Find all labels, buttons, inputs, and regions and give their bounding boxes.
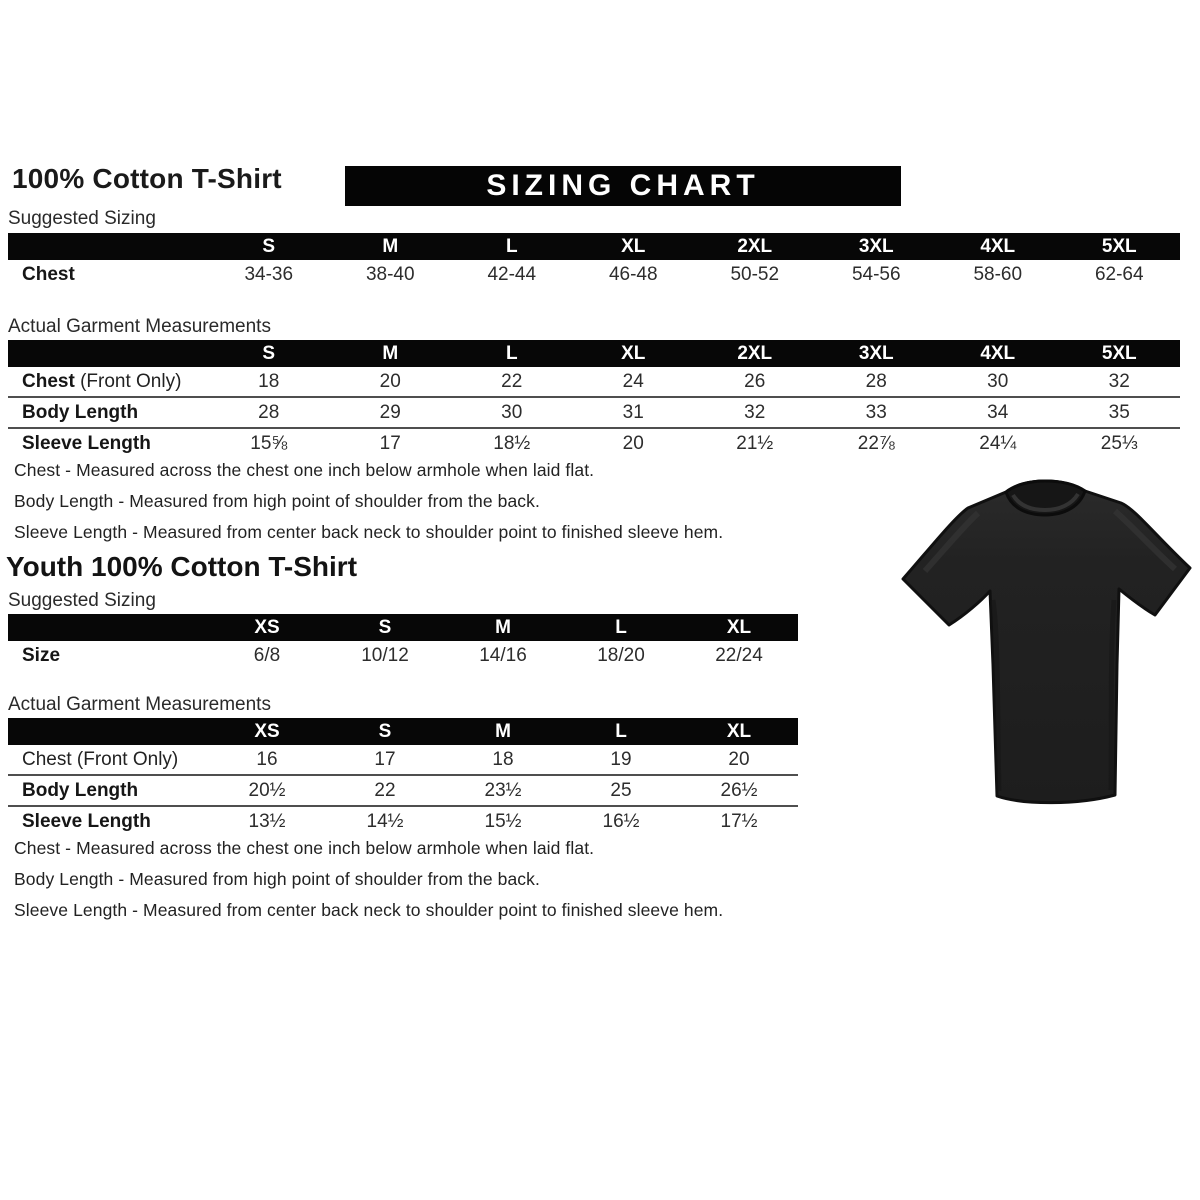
- adult-measurement-notes: [14, 460, 874, 553]
- measurement-value: 42-44: [487, 264, 537, 285]
- size-column-header: M: [444, 718, 562, 745]
- youth-actual-measurements-table: [8, 718, 798, 836]
- measurement-value: 16: [256, 749, 278, 770]
- measurement-value: 31: [573, 397, 695, 428]
- size-header-row: [8, 718, 798, 745]
- measurement-value: 19: [610, 749, 632, 770]
- measurement-value: 14½: [326, 806, 444, 836]
- measurement-value: 32: [1108, 371, 1130, 392]
- adult-actual-measurements-table: [8, 340, 1180, 458]
- measurement-row-label: Sleeve Length: [8, 428, 208, 458]
- measurement-row: [8, 806, 798, 836]
- youth-section-title: Youth 100% Cotton T-Shirt: [6, 551, 358, 582]
- size-column-header: 2XL: [694, 233, 816, 260]
- measurement-row-label: Chest (Front Only): [22, 371, 182, 392]
- size-column-header: 5XL: [1059, 340, 1181, 367]
- size-header-row: [8, 233, 1180, 260]
- measurement-value: 30: [987, 371, 1009, 392]
- measurement-value: 22/24: [715, 645, 763, 666]
- size-column-header: L: [562, 718, 680, 745]
- size-column-header: 3XL: [816, 340, 938, 367]
- measurement-value: 17: [374, 749, 396, 770]
- measurement-note: Sleeve Length - Measured from center back neck to shoulder point to finished sleeve hem.: [14, 522, 724, 542]
- measurement-value: 18/20: [597, 645, 645, 666]
- measurement-value: 28: [208, 397, 330, 428]
- measurement-value: 18: [258, 371, 280, 392]
- size-column-header: XL: [573, 340, 695, 367]
- measurement-row-label: Chest (Front Only): [22, 749, 179, 770]
- measurement-value: 13½: [208, 806, 326, 836]
- measurement-value: 34: [937, 397, 1059, 428]
- measurement-value: 33: [816, 397, 938, 428]
- size-column-header: 2XL: [694, 340, 816, 367]
- size-column-header: XL: [680, 614, 798, 641]
- measurement-value: 23½: [444, 775, 562, 806]
- header-spacer-cell: [8, 340, 208, 367]
- measurement-value: 22: [326, 775, 444, 806]
- size-column-header: XL: [680, 718, 798, 745]
- tshirt-body: [903, 481, 1190, 803]
- measurement-value: 24: [622, 371, 644, 392]
- measurement-value: 6/8: [253, 645, 281, 666]
- youth-actual-measurements-label: Actual Garment Measurements: [8, 694, 798, 721]
- size-column-header: XS: [208, 718, 326, 745]
- measurement-value: 58-60: [973, 264, 1023, 285]
- measurement-value: 16½: [562, 806, 680, 836]
- measurement-value: 18: [492, 749, 514, 770]
- size-column-header: S: [326, 718, 444, 745]
- measurement-value: 50-52: [730, 264, 780, 285]
- measurement-value: 17: [330, 428, 452, 458]
- header-spacer-cell: [8, 614, 208, 641]
- size-column-header: S: [326, 614, 444, 641]
- size-column-header: XS: [208, 614, 326, 641]
- measurement-row: [8, 428, 1180, 458]
- measurement-row: [8, 641, 798, 670]
- measurement-value: 25⅓: [1059, 428, 1181, 458]
- size-column-header: S: [208, 340, 330, 367]
- size-column-header: 4XL: [937, 233, 1059, 260]
- size-column-header: L: [451, 340, 573, 367]
- sizing-chart-banner: SIZING CHART: [345, 166, 901, 206]
- measurement-row: [8, 397, 1180, 428]
- measurement-value: 20: [573, 428, 695, 458]
- measurement-value: 26: [744, 371, 766, 392]
- measurement-value: 25: [562, 775, 680, 806]
- measurement-row-label: Sleeve Length: [8, 806, 208, 836]
- black-tshirt-photo: [893, 465, 1198, 817]
- measurement-row: [8, 745, 798, 775]
- measurement-row-label: Chest: [22, 264, 75, 285]
- measurement-note: Body Length - Measured from high point of shoulder from the back.: [14, 869, 540, 889]
- measurement-row-label: Body Length: [8, 397, 208, 428]
- measurement-value: 22: [501, 371, 523, 392]
- youth-suggested-sizing-label: Suggested Sizing: [8, 590, 798, 617]
- measurement-value: 32: [694, 397, 816, 428]
- youth-suggested-sizing-table: [8, 614, 798, 670]
- measurement-value: 15⅝: [208, 428, 330, 458]
- measurement-value: 38-40: [365, 264, 415, 285]
- tshirt-fold-shadow-right: [1111, 600, 1114, 790]
- measurement-note: Body Length - Measured from high point of shoulder from the back.: [14, 491, 540, 511]
- tshirt-illustration: [893, 465, 1198, 817]
- size-header-row: [8, 614, 798, 641]
- size-column-header: 4XL: [937, 340, 1059, 367]
- measurement-value: 10/12: [361, 645, 409, 666]
- size-column-header: L: [451, 233, 573, 260]
- measurement-value: 54-56: [851, 264, 901, 285]
- adult-section-title: 100% Cotton T-Shirt: [12, 163, 282, 194]
- youth-measurement-notes: [14, 838, 874, 931]
- measurement-row-label: Body Length: [8, 775, 208, 806]
- size-column-header: XL: [573, 233, 695, 260]
- measurement-value: 26½: [680, 775, 798, 806]
- measurement-value: 18½: [451, 428, 573, 458]
- size-column-header: L: [562, 614, 680, 641]
- adult-suggested-sizing-label: Suggested Sizing: [8, 208, 1180, 235]
- header-spacer-cell: [8, 233, 208, 260]
- measurement-value: 30: [451, 397, 573, 428]
- measurement-value: 62-64: [1094, 264, 1144, 285]
- measurement-value: 17½: [680, 806, 798, 836]
- measurement-value: 24¼: [937, 428, 1059, 458]
- size-column-header: 3XL: [816, 233, 938, 260]
- measurement-value: 22⅞: [816, 428, 938, 458]
- measurement-value: 46-48: [608, 264, 658, 285]
- measurement-value: 20½: [208, 775, 326, 806]
- measurement-row: [8, 260, 1180, 289]
- size-column-header: M: [330, 233, 452, 260]
- measurement-value: 21½: [694, 428, 816, 458]
- measurement-value: 35: [1059, 397, 1181, 428]
- adult-suggested-sizing-table: [8, 233, 1180, 289]
- measurement-value: 14/16: [479, 645, 527, 666]
- size-header-row: [8, 340, 1180, 367]
- size-column-header: M: [444, 614, 562, 641]
- measurement-value: 20: [728, 749, 750, 770]
- measurement-row: [8, 367, 1180, 397]
- measurement-row-label: Size: [22, 645, 61, 666]
- size-column-header: S: [208, 233, 330, 260]
- measurement-value: 28: [865, 371, 887, 392]
- measurement-row: [8, 775, 798, 806]
- size-column-header: M: [330, 340, 452, 367]
- measurement-value: 15½: [444, 806, 562, 836]
- measurement-value: 20: [379, 371, 401, 392]
- measurement-note: Chest - Measured across the chest one inch below armhole when laid flat.: [14, 838, 595, 858]
- adult-actual-measurements-label: Actual Garment Measurements: [8, 316, 1180, 343]
- size-column-header: 5XL: [1059, 233, 1181, 260]
- measurement-value: 29: [330, 397, 452, 428]
- measurement-value: 34-36: [244, 264, 294, 285]
- header-spacer-cell: [8, 718, 208, 745]
- measurement-note: Sleeve Length - Measured from center back neck to shoulder point to finished sleeve hem.: [14, 900, 724, 920]
- measurement-note: Chest - Measured across the chest one inch below armhole when laid flat.: [14, 460, 595, 480]
